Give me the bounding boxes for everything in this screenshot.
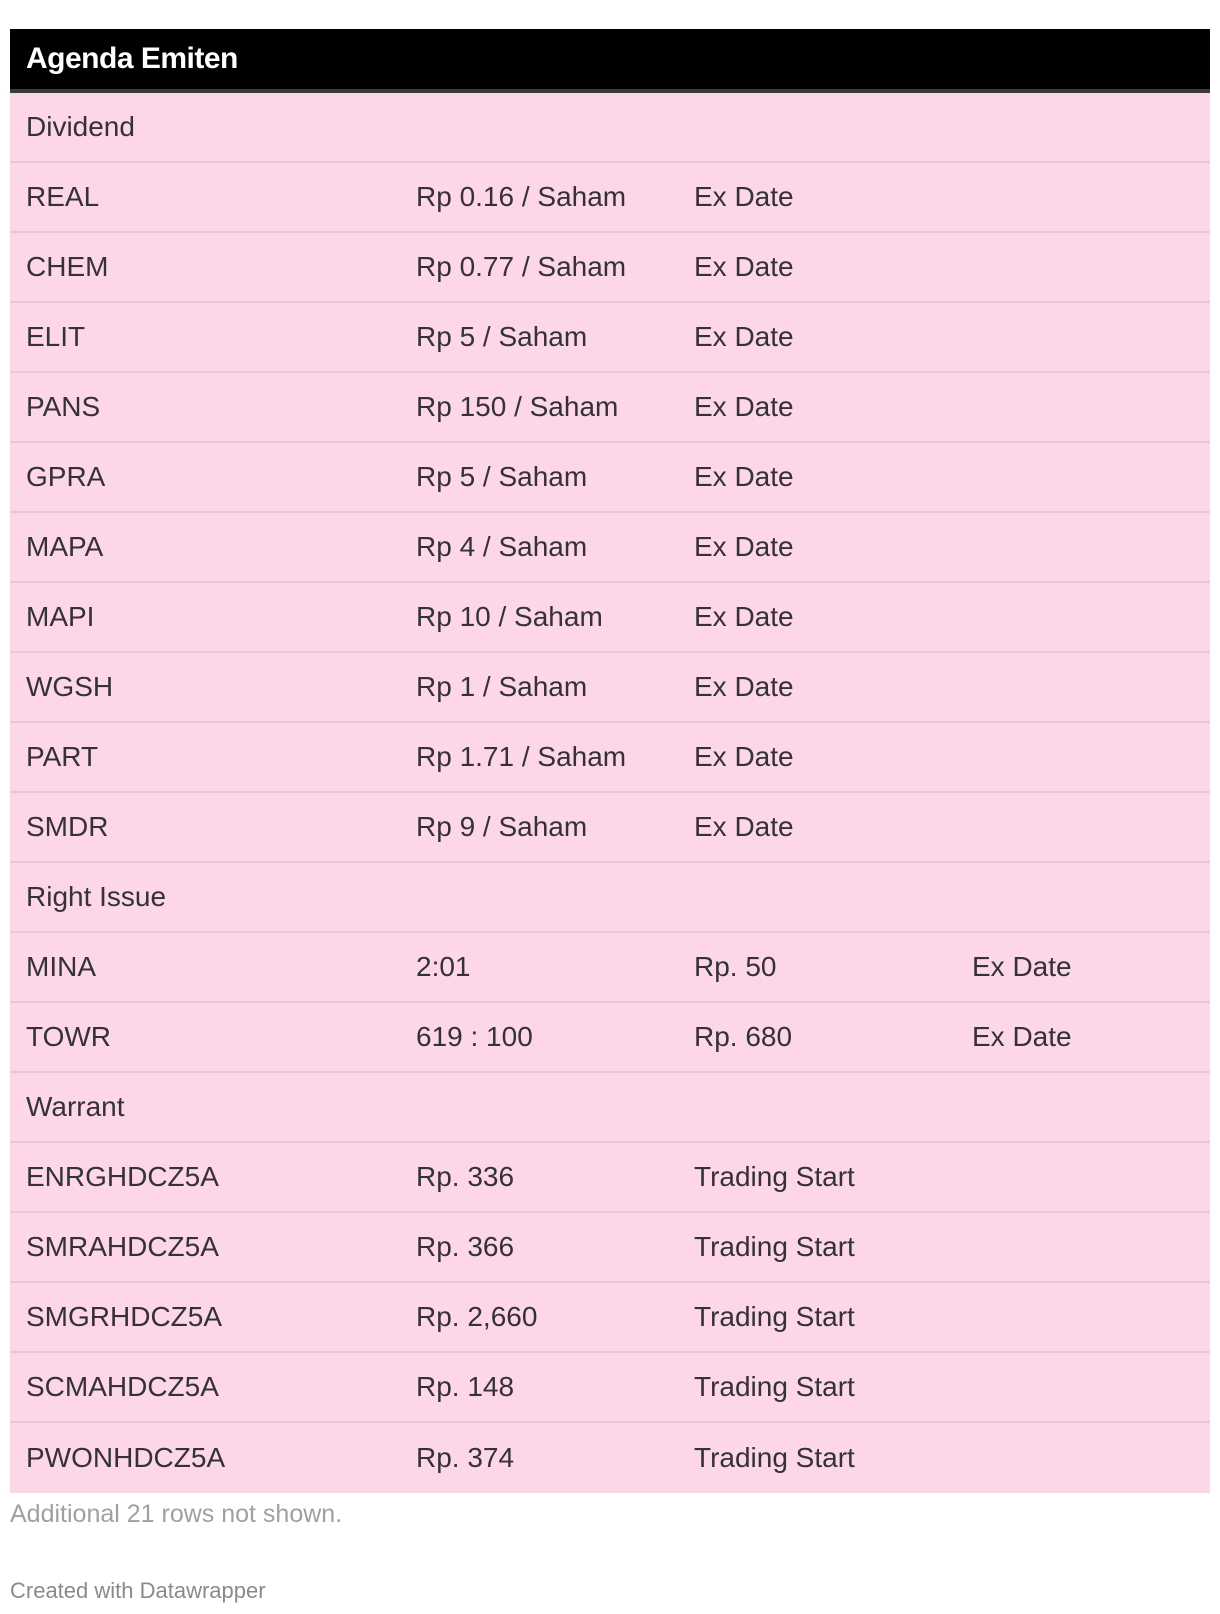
table-cell: Ex Date [694,391,794,422]
table-cell: Ex Date [694,531,794,562]
table-cell: Rp. 2,660 [416,1301,538,1332]
table-cell: Ex Date [694,181,794,212]
table-cell: Rp 4 / Saham [416,531,588,562]
table-row [10,443,1210,513]
table-cell: Ex Date [694,811,794,842]
table-row [10,793,1210,863]
table-row [10,863,1210,933]
rows-not-shown-note: Additional 21 rows not shown. [10,1500,343,1528]
table-cell: Rp. 366 [416,1231,515,1262]
table-cell: Ex Date [694,741,794,772]
datawrapper-credit: Created with Datawrapper [10,1578,266,1603]
table-header [10,29,1210,93]
table-row [10,1213,1210,1283]
table-cell: MAPA [26,531,104,562]
table-cell: SMDR [26,811,109,842]
table-cell: Rp 5 / Saham [416,461,588,492]
table-cell: Rp 0.16 / Saham [416,181,627,212]
table-cell: Ex Date [972,951,1072,982]
table-cell: Rp 0.77 / Saham [416,251,627,282]
table-row [10,1073,1210,1143]
table-row [10,653,1210,723]
table-cell: PANS [26,391,101,422]
table-row [10,513,1210,583]
table-row [10,303,1210,373]
agenda-table [10,29,1210,1493]
table-cell: MINA [26,951,96,982]
table-row [10,1003,1210,1073]
table-cell: Ex Date [694,251,794,282]
table-cell: Ex Date [694,321,794,352]
table-cell: Rp 5 / Saham [416,321,588,352]
table-cell: Ex Date [694,671,794,702]
table-row [10,1423,1210,1493]
table-cell: Rp 1 / Saham [416,671,588,702]
table-cell: 2:01 [416,951,471,982]
table-cell: ELIT [26,321,86,352]
table-cell: Ex Date [972,1021,1072,1052]
table-cell: Rp 150 / Saham [416,391,619,422]
table-row [10,583,1210,653]
table-cell: Rp 10 / Saham [416,601,603,632]
table-cell: Warrant [26,1091,125,1122]
table-cell: PWONHDCZ5A [26,1442,226,1473]
table-cell: CHEM [26,251,109,282]
table-cell: SCMAHDCZ5A [26,1371,219,1402]
table-cell: WGSH [26,671,114,702]
table-row [10,233,1210,303]
table-cell: Rp. 50 [694,951,777,982]
table-cell: Trading Start [694,1371,855,1402]
table-cell: SMGRHDCZ5A [26,1301,223,1332]
table-title: Agenda Emiten [26,42,238,75]
table-cell: Dividend [26,111,135,142]
table-row [10,1353,1210,1423]
table-cell: Rp. 680 [694,1021,793,1052]
table-cell: Rp. 148 [416,1371,515,1402]
table-row [10,1283,1210,1353]
table-row [10,93,1210,163]
table-cell: GPRA [26,461,106,492]
table-cell: Rp. 374 [416,1442,515,1473]
table-row [10,163,1210,233]
table-cell: Right Issue [26,881,167,912]
table-cell: SMRAHDCZ5A [26,1231,219,1262]
table-cell: ENRGHDCZ5A [26,1161,219,1192]
table-cell: Ex Date [694,601,794,632]
table-body [10,93,1210,1493]
table-cell: Trading Start [694,1231,855,1262]
table-cell: Rp. 336 [416,1161,515,1192]
table-cell: PART [26,741,99,772]
table-row [10,373,1210,443]
table-cell: Rp 1.71 / Saham [416,741,627,772]
table-cell: REAL [26,181,100,212]
table-cell: Ex Date [694,461,794,492]
table-cell: TOWR [26,1021,112,1052]
table-cell: Trading Start [694,1442,855,1473]
table-cell: 619 : 100 [416,1021,533,1052]
table-row [10,723,1210,793]
table-cell: Rp 9 / Saham [416,811,588,842]
table-cell: MAPI [26,601,95,632]
table-cell: Trading Start [694,1161,855,1192]
table-cell: Trading Start [694,1301,855,1332]
table-row [10,1143,1210,1213]
table-row [10,933,1210,1003]
